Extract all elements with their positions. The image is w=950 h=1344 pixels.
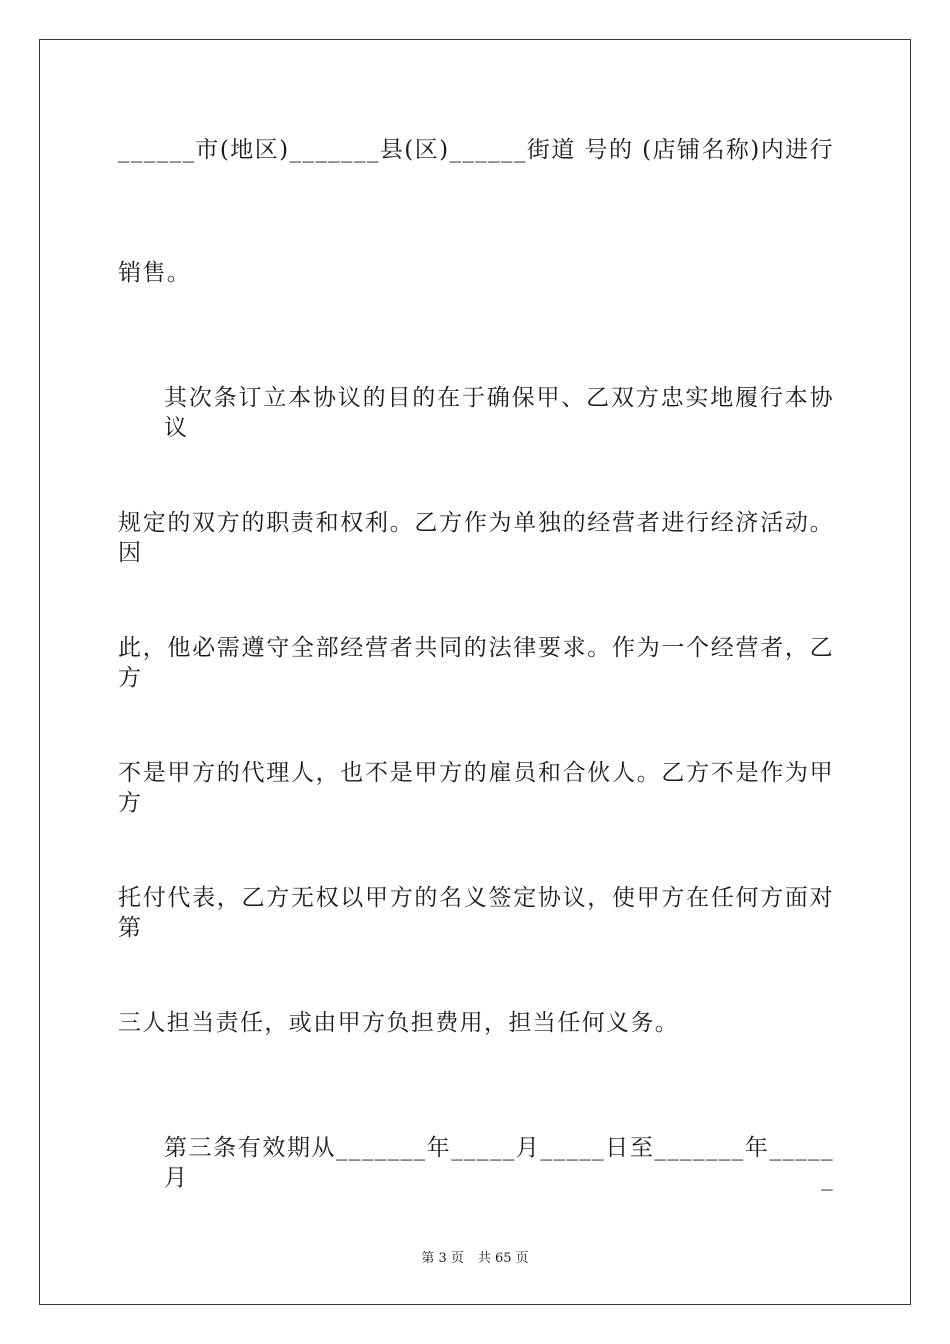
text-line-6: 不是甲方的代理人，也不是甲方的雇员和合伙人。乙方不是作为甲方 xyxy=(118,760,834,816)
text-line-3: 其次条订立本协议的目的在于确保甲、乙双方忠实地履行本协议 xyxy=(164,385,834,441)
text-line-8: 三人担当责任，或由甲方负担费用，担当任何义务。 xyxy=(118,1010,680,1036)
text-line-4: 规定的双方的职责和权利。乙方作为单独的经营者进行经济活动。因 xyxy=(118,510,834,566)
text-line-2: 销售。 xyxy=(118,260,192,286)
page-footer xyxy=(0,1247,950,1266)
text-line-9: 第三条有效期从_______年_____月_____日至_______年_____月_ xyxy=(164,1135,834,1191)
page-number: 第 3 页 xyxy=(421,1251,464,1266)
text-line-1: ______市(地区)_______县(区)______街道 号的 (店铺名称)内进行 xyxy=(118,137,834,163)
page-total: 共 65 页 xyxy=(477,1251,529,1266)
text-line-5: 此，他必需遵守全部经营者共同的法律要求。作为一个经营者，乙方 xyxy=(118,635,834,691)
text-line-7: 托付代表，乙方无权以甲方的名义签定协议，使甲方在任何方面对第 xyxy=(118,885,834,941)
